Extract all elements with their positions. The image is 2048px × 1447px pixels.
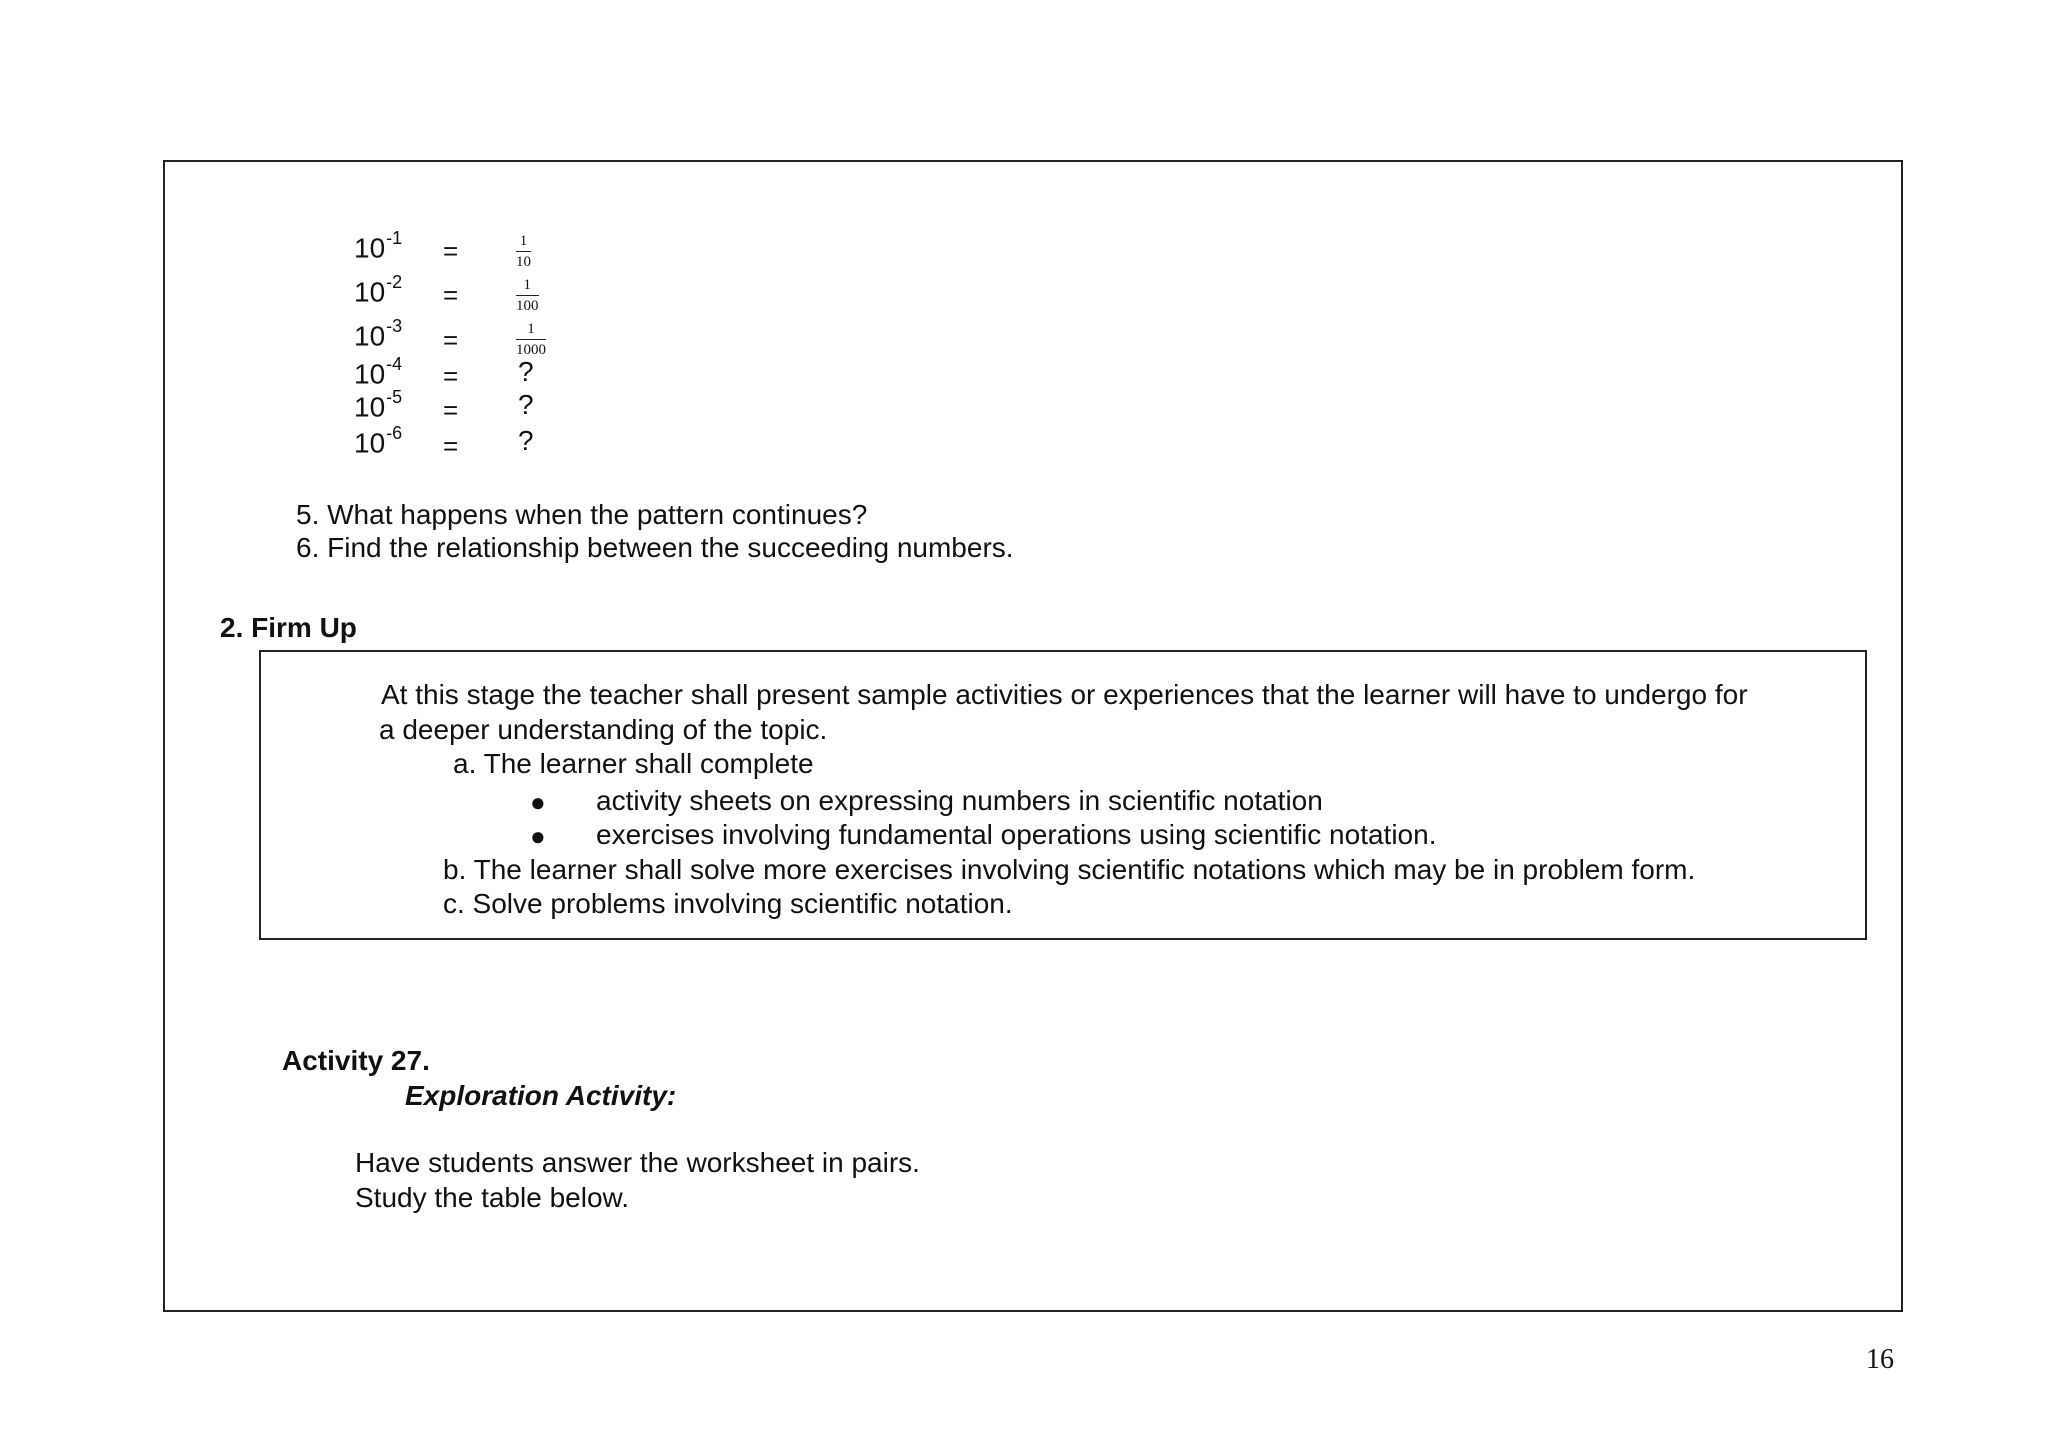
activity-instruction-1: Have students answer the worksheet in pairs. [355, 1147, 920, 1178]
fraction [516, 234, 531, 270]
power-row-5 [354, 387, 403, 423]
bullet-icon: ● [530, 821, 546, 851]
fraction-bar [516, 339, 546, 340]
equals-sign: = [443, 236, 459, 266]
firm-up-intro-line2: a deeper understanding of the topic. [379, 714, 828, 745]
power-exponent: -5 [386, 387, 403, 407]
power-exponent: -4 [386, 354, 403, 374]
power-base: 10 [354, 427, 386, 459]
fraction-denominator: 100 [516, 298, 539, 314]
power-exponent: -1 [386, 228, 403, 248]
question-5: 5. What happens when the pattern continues? [296, 499, 868, 530]
unknown-value: ? [518, 356, 534, 387]
fraction-bar [516, 295, 539, 296]
firm-up-item-a: a. The learner shall complete [453, 748, 814, 779]
firm-up-item-b: b. The learner shall solve more exercises involving scientific notations which may be in problem form. [443, 854, 1696, 885]
power-base: 10 [354, 320, 386, 352]
power-exponent: -3 [386, 316, 403, 336]
firm-up-intro-line1: At this stage the teacher shall present sample activities or experiences that the learner will have to undergo for [381, 679, 1748, 710]
power-exponent: -2 [386, 272, 403, 292]
activity-instruction-2: Study the table below. [355, 1182, 629, 1213]
equals-sign: = [443, 280, 459, 310]
fraction-bar [516, 251, 531, 252]
fraction [516, 322, 546, 358]
fraction-numerator: 1 [523, 277, 531, 293]
power-row-4 [354, 354, 403, 390]
activity-title: Activity 27. [282, 1045, 430, 1076]
fraction-denominator: 10 [516, 254, 531, 270]
power-base: 10 [354, 391, 386, 423]
activity-subtitle: Exploration Activity: [405, 1080, 677, 1111]
section-heading-firm-up: 2. Firm Up [220, 612, 357, 643]
firm-up-bullet-2: exercises involving fundamental operations using scientific notation. [596, 819, 1437, 850]
firm-up-bullet-1: activity sheets on expressing numbers in scientific notation [596, 785, 1323, 816]
equals-sign: = [443, 431, 459, 461]
firm-up-item-c: c. Solve problems involving scientific notation. [443, 888, 1013, 919]
unknown-value: ? [518, 389, 534, 420]
fraction-numerator: 1 [519, 233, 528, 249]
equals-sign: = [443, 395, 459, 425]
power-row-6 [354, 423, 403, 459]
power-base: 10 [354, 232, 386, 264]
equals-sign: = [443, 325, 459, 355]
power-base: 10 [354, 276, 386, 308]
equals-sign: = [443, 361, 459, 391]
power-base: 10 [354, 358, 386, 390]
power-row-3 [354, 316, 403, 352]
power-row-2 [354, 272, 403, 308]
power-exponent: -6 [386, 423, 403, 443]
page-number: 16 [1866, 1344, 1894, 1375]
unknown-value: ? [518, 425, 534, 456]
fraction-denominator: 1000 [516, 342, 546, 358]
fraction-numerator: 1 [527, 321, 535, 337]
power-row-1 [354, 228, 403, 264]
question-6: 6. Find the relationship between the succeeding numbers. [296, 532, 1014, 563]
fraction [516, 278, 539, 314]
bullet-icon: ● [530, 787, 546, 817]
